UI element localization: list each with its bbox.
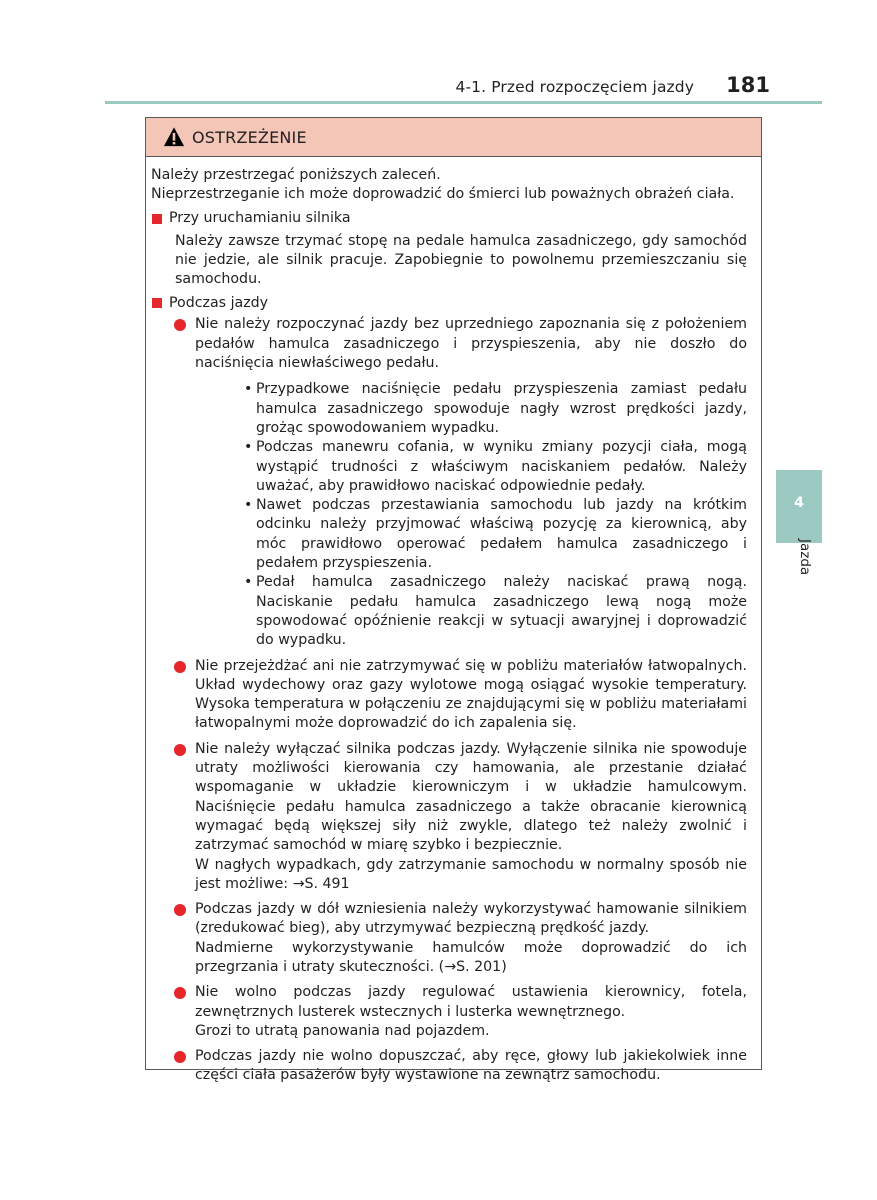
list-item-text: Podczas jazdy w dół wzniesienia należy wykorzystywać hamowanie silnikiem (zredukować bieg), aby utrzymywać bezpieczną prędkość jazdy. (195, 901, 747, 937)
section-heading (151, 209, 747, 229)
sub-list-item-text: Pedał hamulca zasadniczego należy naciskać prawą nogą. Naciskanie pedału hamulca zasadniczego lewą nogą może spowodować opóźnienie reakcji w sytuacji awaryjnej i doprowadzić do wypadku. (256, 574, 747, 649)
section-heading (151, 293, 747, 313)
small-bullet-icon: • (244, 439, 253, 456)
list-item-text: Podczas jazdy nie wolno dopuszczać, aby ręce, głowy lub jakiekolwiek inne części ciała pasażerów były wystawione na zewnątrz samochodu. (195, 1048, 747, 1084)
page-number: 181 (726, 73, 770, 97)
red-dot-bullet-icon (174, 904, 186, 916)
red-dot-bullet-icon (174, 1051, 186, 1063)
list-item-text: Nie należy rozpoczynać jazdy bez uprzedniego zapoznania się z położeniem pedałów hamulca zasadniczego i przyspieszenia, aby nie doszło do naciśnięcia niewłaściwego pedału. (195, 316, 747, 372)
list-item-text: Nie należy wyłączać silnika podczas jazdy. Wyłączenie silnika nie spowoduje utraty możliwości kierowania czy hamowania, ale przestanie działać wspomaganie w układzie kierowniczym i w układzie hamulcowym. Naciśnięcie pedału hamulca zasadniczego a także obracanie kierownicą wymagać będą większej siły niż zwykle, dlatego też należy zwolnić i zatrzymać samochód w miarę szybko i bezpiecznie. (195, 740, 747, 854)
sub-list-item (195, 438, 747, 496)
intro-line: Nieprzestrzeganie ich może doprowadzić do śmierci lub poważnych obrażeń ciała. (151, 186, 735, 203)
intro-line: Należy przestrzegać poniższych zaleceń. (151, 167, 441, 183)
list-item (151, 1047, 747, 1086)
list-item-text: Nie przejeżdżać ani nie zatrzymywać się w pobliżu materiałów łatwopalnych. Układ wydechowy oraz gazy wylotowe mogą osiągać wysokie temperatury. Wysoka temperatura w połączeniu ze znajdującymi się w pobliżu materiałami łatwopalnymi może doprowadzić do ich zapalenia się. (195, 657, 747, 732)
list-item (151, 315, 747, 650)
list-item (151, 740, 747, 894)
list-item-extra: W nagłych wypadkach, gdy zatrzymanie samochodu w normalny sposób nie jest możliwe: →S. 491 (195, 856, 747, 892)
sub-list-item-text: Podczas manewru cofania, w wyniku zmiany pozycji ciała, mogą wystąpić trudności z właściwym naciskaniem pedałów. Należy uważać, aby prawidłowo naciskać odpowiednie pedały. (256, 439, 747, 494)
warning-list (151, 315, 747, 1085)
red-dot-bullet-icon (174, 744, 186, 756)
list-item-extra: Grozi to utratą panowania nad pojazdem. (195, 1022, 490, 1039)
red-dot-bullet-icon (174, 661, 186, 673)
sub-list-item (195, 380, 747, 438)
warning-box (145, 117, 762, 1084)
sub-list-item (195, 573, 747, 650)
header-divider (105, 101, 822, 104)
small-bullet-icon: • (244, 381, 253, 398)
red-dot-bullet-icon (174, 987, 186, 999)
red-square-bullet-icon (152, 298, 162, 308)
small-bullet-icon: • (244, 574, 253, 591)
chapter-tab (776, 470, 822, 543)
chapter-number: 4 (794, 495, 804, 511)
section-body: Należy zawsze trzymać stopę na pedale hamulca zasadniczego, gdy samochód nie jedzie, ale silnik pracuje. Zapobiegnie to powolnemu przemieszczaniu się samochodu. (175, 232, 747, 288)
warning-header (146, 118, 761, 157)
list-item-text: Nie wolno podczas jazdy regulować ustawienia kierownicy, fotela, zewnętrznych lusterek wstecznych i lusterka wewnętrznego. (195, 984, 747, 1020)
sub-list-item-text: Przypadkowe naciśnięcie pedału przyspieszenia zamiast pedału hamulca zasadniczego spowoduje nagły wzrost prędkości jazdy, grożąc spowodowaniem wypadku. (256, 381, 747, 436)
sub-list-item (195, 496, 747, 573)
list-item (151, 983, 747, 1041)
warning-triangle-icon (163, 126, 185, 148)
section-heading-text: Przy uruchamianiu silnika (169, 209, 351, 226)
warning-content (146, 158, 761, 1086)
page-header (0, 0, 877, 110)
chapter-label (792, 539, 816, 593)
list-item-extra: Nadmierne wykorzystywanie hamulców może doprowadzić do ich przegrzania i utraty skuteczności. (→S. 201) (195, 939, 747, 975)
red-dot-bullet-icon (174, 319, 186, 331)
red-square-bullet-icon (152, 214, 162, 224)
list-item (151, 900, 747, 977)
small-bullet-icon: • (244, 497, 253, 514)
sub-list-item-text: Nawet podczas przestawiania samochodu lub jazdy na krótkim odcinku należy przyjmować właściwą pozycję za kierownicą, aby móc prawidłowo operować pedałem hamulca zasadniczego i pedałem przyspieszenia. (256, 497, 747, 572)
warning-title: OSTRZEŻENIE (192, 127, 307, 147)
list-item (151, 657, 747, 734)
chapter-label-text: Jazda (797, 539, 813, 576)
sub-list (195, 380, 747, 650)
section-heading-text: Podczas jazdy (169, 294, 269, 311)
section-title: 4-1. Przed rozpoczęciem jazdy (455, 78, 694, 96)
